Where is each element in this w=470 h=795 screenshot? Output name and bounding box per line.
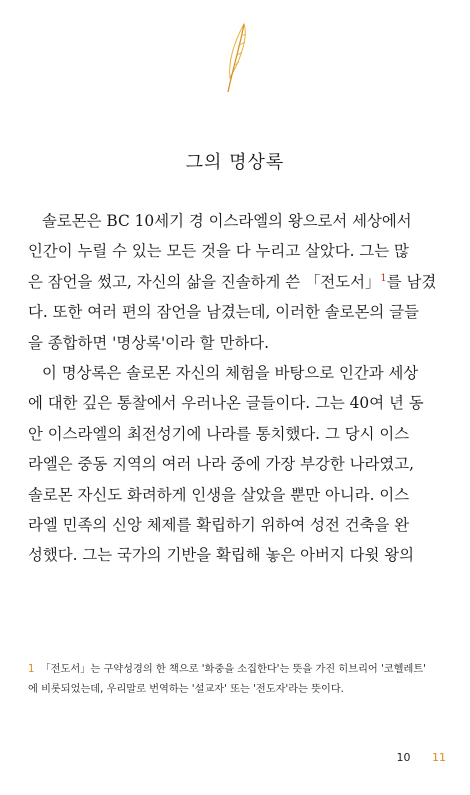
footnote-line <box>28 660 448 680</box>
footnote-ref[interactable]: 1 <box>380 272 387 284</box>
text-line: 라엘은 중동 지역의 여러 나라 중에 가장 부강한 나라였고, <box>28 455 414 474</box>
text-line: 안 이스라엘의 최전성기에 나라를 통치했다. 그 당시 이스 <box>28 424 410 443</box>
paragraph-2 <box>28 358 446 571</box>
text-line: 이 명상록은 솔로몬 자신의 체험을 바탕으로 인간과 세상 <box>42 364 419 383</box>
footnote <box>28 660 448 700</box>
page-numbers <box>397 751 447 764</box>
page-number-right: 11 <box>432 751 446 764</box>
text-line: 솔로몬 자신도 화려하게 인생을 살았을 뿐만 아니라. 이스 <box>28 485 410 504</box>
text-line <box>28 267 446 297</box>
text-line: 인간이 누릴 수 있는 모든 것을 다 누리고 살았다. 그는 많 <box>28 242 409 261</box>
paragraph-1 <box>28 206 446 358</box>
page-title: 그의 명상록 <box>185 152 285 173</box>
text-line: 솔로몬은 BC 10세기 경 이스라엘의 왕으로서 세상에서 <box>42 212 412 230</box>
text-line: 성했다. 그는 국가의 기반을 확립해 놓은 아버지 다윗 왕의 <box>28 546 414 565</box>
text-line: 라엘 민족의 신앙 체제를 확립하기 위하여 성전 건축을 완 <box>28 516 410 535</box>
text-segment: 를 남겼 <box>386 272 437 291</box>
footnote-text: 「전도서」는 구약성경의 한 책으로 '화중을 소집한다'는 뜻을 가진 히브리어 '코헬레트' <box>40 664 426 675</box>
text-line: 다. 또한 여러 편의 잠언을 남겼는데, 이러한 솔로몬의 글들 <box>28 303 419 322</box>
text-line: 을 종합하면 '명상록'이라 할 만하다. <box>28 333 270 352</box>
text-segment: 은 잠언을 썼고, 자신의 삶을 진솔하게 쓴 「전도서」 <box>28 272 381 291</box>
page-number-left: 10 <box>396 751 411 764</box>
feather-icon <box>224 22 250 94</box>
footnote-number: 1 <box>28 664 35 675</box>
footnote-line: 에 비롯되었는데, 우리말로 번역하는 '설교자' 또는 '전도자'라는 뜻이다. <box>28 684 344 695</box>
text-line: 에 대한 깊은 통찰에서 우러나온 글들이다. 그는 40여 년 동 <box>28 394 424 413</box>
body-text <box>28 206 446 571</box>
